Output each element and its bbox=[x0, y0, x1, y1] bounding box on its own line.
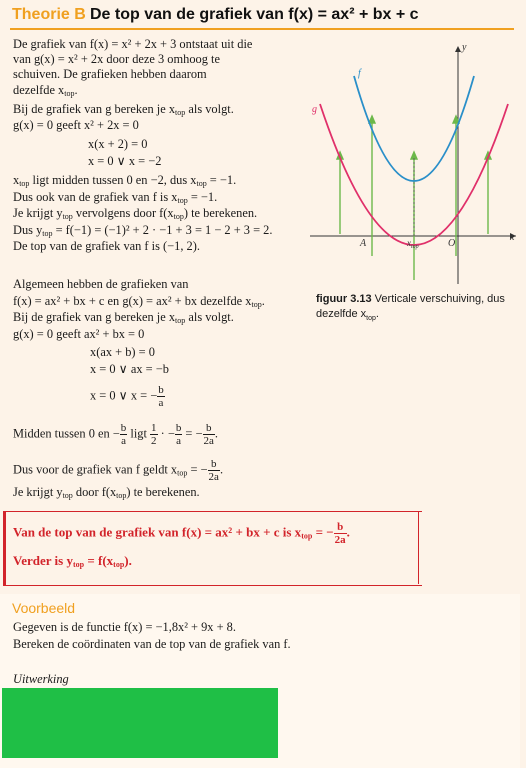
text-line: Je krijgt $y_{top}$ door $f(x_{top})$ te berekenen. bbox=[13, 485, 200, 500]
example-text: Bereken de coördinaten van de top van de grafiek van f. bbox=[13, 637, 291, 651]
text-line: dezelfde $x_{top}$. bbox=[13, 83, 78, 98]
rule-line: Verder is $y_{top} = f(x_{top})$. bbox=[13, 553, 132, 569]
text-line: x = 0 ∨ ax = −b bbox=[90, 362, 169, 376]
example-heading: Voorbeeld bbox=[12, 600, 76, 616]
arrowhead bbox=[411, 152, 417, 159]
theory-title: De top van de grafiek van f(x) = ax² + bx + c bbox=[90, 6, 419, 23]
text-line: Dus $y_{top} = f(-1) = (-1)^2 + 2 \cdot -1 + 3 = 1 - 2 + 3 = 2$. bbox=[13, 223, 273, 238]
text-line: schuiven. De grafieken hebben daarom bbox=[13, 67, 207, 81]
text-line: Midden tussen 0 en − $\frac{b}{a}$ ligt $\frac{1}{2}$ · − $\frac{b}{a}$ = − $\frac{b}{2a}$ . bbox=[13, 422, 218, 447]
text-line: Bij de grafiek van g bereken je $x_{top}$ als volgt. bbox=[13, 310, 234, 325]
text-line: x(ax + b) = 0 bbox=[90, 345, 155, 359]
y-axis-arrow bbox=[455, 46, 461, 52]
figure-caption: figuur 3.13 Verticale verschuiving, dus dezelfde $x_{top}$. bbox=[316, 293, 505, 323]
text-line: x(x + 2) = 0 bbox=[88, 137, 148, 151]
label-O: O bbox=[448, 238, 456, 249]
x-label: x bbox=[510, 232, 515, 243]
text-line: f(x) = ax² + bx + c en g(x) = ax² + bx dezelfde $x_{top}$. bbox=[13, 294, 265, 309]
text-line: Dus ook van de grafiek van f is $x_{top} = -1$. bbox=[13, 190, 218, 205]
text-line: Dus voor de grafiek van f geldt $x_{top}$ = − $\frac{b}{2a}$ . bbox=[13, 458, 224, 483]
label-f: f bbox=[358, 68, 361, 79]
text-line: g(x) = 0 geeft x² + 2x = 0 bbox=[13, 118, 139, 132]
text-line: $x_{top}$ ligt midden tussen 0 en −2, dus $x_{top} = -1$. bbox=[13, 173, 237, 188]
label-A: A bbox=[360, 238, 367, 249]
parabola-figure bbox=[306, 36, 520, 286]
example-text: Gegeven is de functie f(x) = −1,8x² + 9x + 8. bbox=[13, 620, 236, 634]
text-line: x = 0 ∨ x = −2 bbox=[88, 154, 162, 168]
answer-cover-box bbox=[2, 688, 278, 758]
header-divider bbox=[10, 28, 514, 30]
text-line: Bij de grafiek van g bereken je $x_{top}$ als volgt. bbox=[13, 102, 234, 117]
text-line: x = 0 ∨ x = − $\frac{b}{a}$ bbox=[90, 384, 164, 409]
uitwerking-label: Uitwerking bbox=[13, 672, 69, 686]
rule-line: Van de top van de grafiek van f(x) = ax² + bx + c is $x_{top}$ = − $\frac{b}{2a}$ . bbox=[13, 521, 350, 546]
text-line: van g(x) = x² + 2x door deze 3 omhoog te bbox=[13, 52, 220, 66]
text-line: De top van de grafiek van f is (−1, 2). bbox=[13, 239, 200, 253]
text-line: Algemeen hebben de grafieken van bbox=[13, 277, 189, 291]
text-line: g(x) = 0 geeft ax² + bx = 0 bbox=[13, 327, 145, 341]
y-label: y bbox=[462, 42, 467, 53]
rule-box-edge bbox=[404, 511, 419, 584]
text-line: De grafiek van f(x) = x² + 2x + 3 ontstaat uit die bbox=[13, 37, 253, 51]
label-g: g bbox=[312, 104, 317, 115]
theory-label: Theorie B bbox=[12, 6, 86, 23]
text-line: Je krijgt $y_{top}$ vervolgens door $f(x_{top})$ te berekenen. bbox=[13, 206, 258, 221]
label-xtop: $x_{top}$ bbox=[407, 238, 419, 250]
theory-header bbox=[10, 4, 520, 30]
